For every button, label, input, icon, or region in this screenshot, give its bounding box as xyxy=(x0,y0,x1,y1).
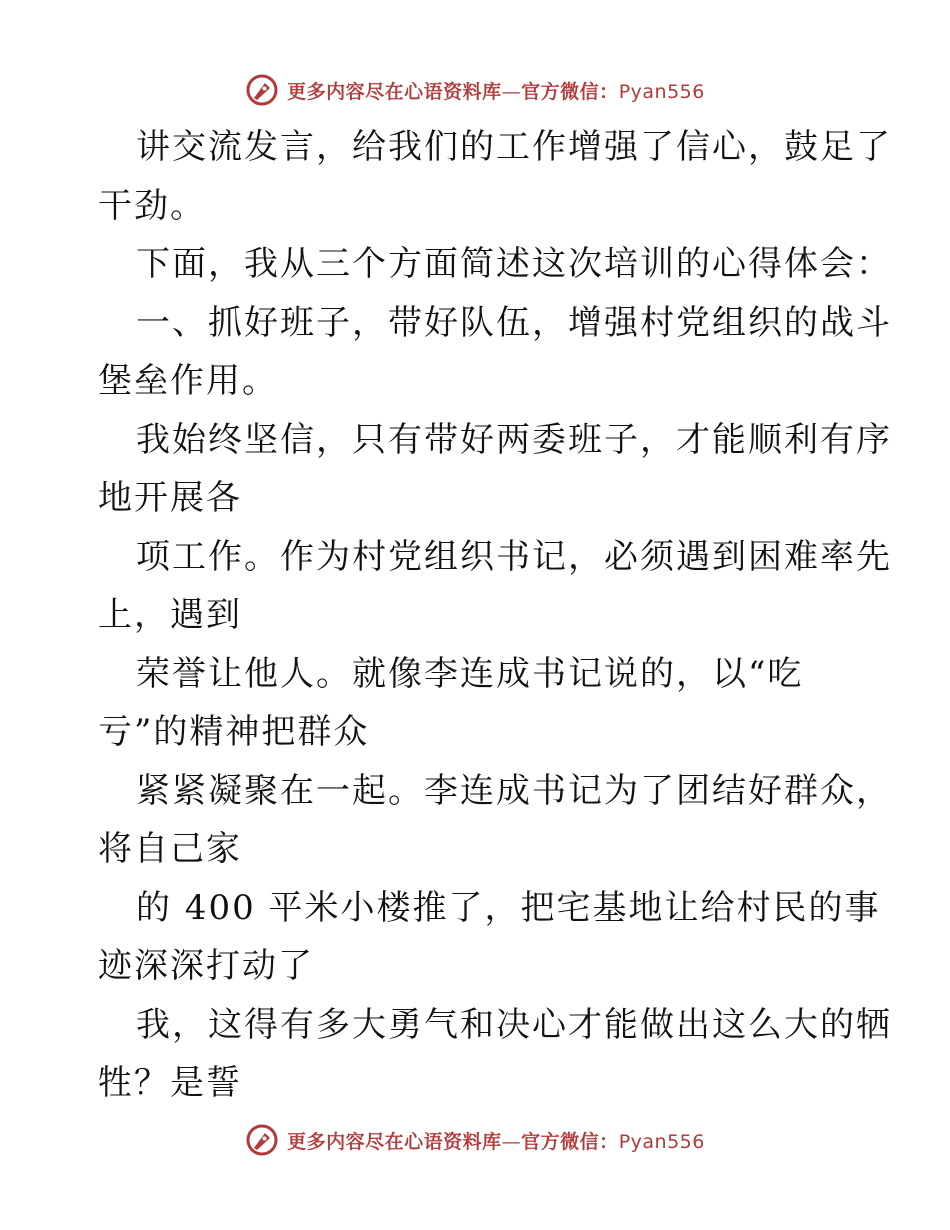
text-line: 的 400 平米小楼推了，把宅基地让给村民的事 xyxy=(136,887,881,928)
text-line: 紧紧凝聚在一起。李连成书记为了团结好群众， xyxy=(136,770,892,811)
footer-watermark xyxy=(0,1120,950,1160)
text-line: 上，遇到 xyxy=(98,595,242,635)
text-line: 下面，我从三个方面简述这次培训的心得体会： xyxy=(136,244,892,284)
pen-nib-seal-icon xyxy=(245,1123,279,1157)
pen-nib-seal-icon xyxy=(245,73,279,107)
document-body xyxy=(98,118,892,1113)
text-line: 牲？是誓 xyxy=(98,1063,242,1103)
text-line: 讲交流发言，给我们的工作增强了信心，鼓足了 xyxy=(136,127,892,167)
section-heading-line: 堡垒作用。 xyxy=(98,361,278,401)
text-line: 迹深深打动了 xyxy=(98,946,314,986)
text-line: 项工作。作为村党组织书记，必须遇到困难率先 xyxy=(136,536,892,577)
text-line: 地开展各 xyxy=(98,478,242,518)
text-line: 亏”的精神把群众 xyxy=(98,712,370,752)
text-line: 我，这得有多大勇气和决心才能做出这么大的牺 xyxy=(136,1004,892,1045)
text-line: 干劲。 xyxy=(98,185,206,226)
section-heading-line: 一、抓好班子，带好队伍，增强村党组织的战斗 xyxy=(136,302,892,343)
header-watermark xyxy=(0,70,950,110)
watermark-text: 更多内容尽在心语资料库—官方微信：Pyan556 xyxy=(287,1130,705,1153)
text-line: 将自己家 xyxy=(98,829,242,869)
text-line: 荣誉让他人。就像李连成书记说的，以“吃 xyxy=(136,653,804,694)
text-line: 我始终坚信，只有带好两委班子，才能顺利有序 xyxy=(136,419,892,460)
watermark-text: 更多内容尽在心语资料库—官方微信：Pyan556 xyxy=(287,80,705,103)
